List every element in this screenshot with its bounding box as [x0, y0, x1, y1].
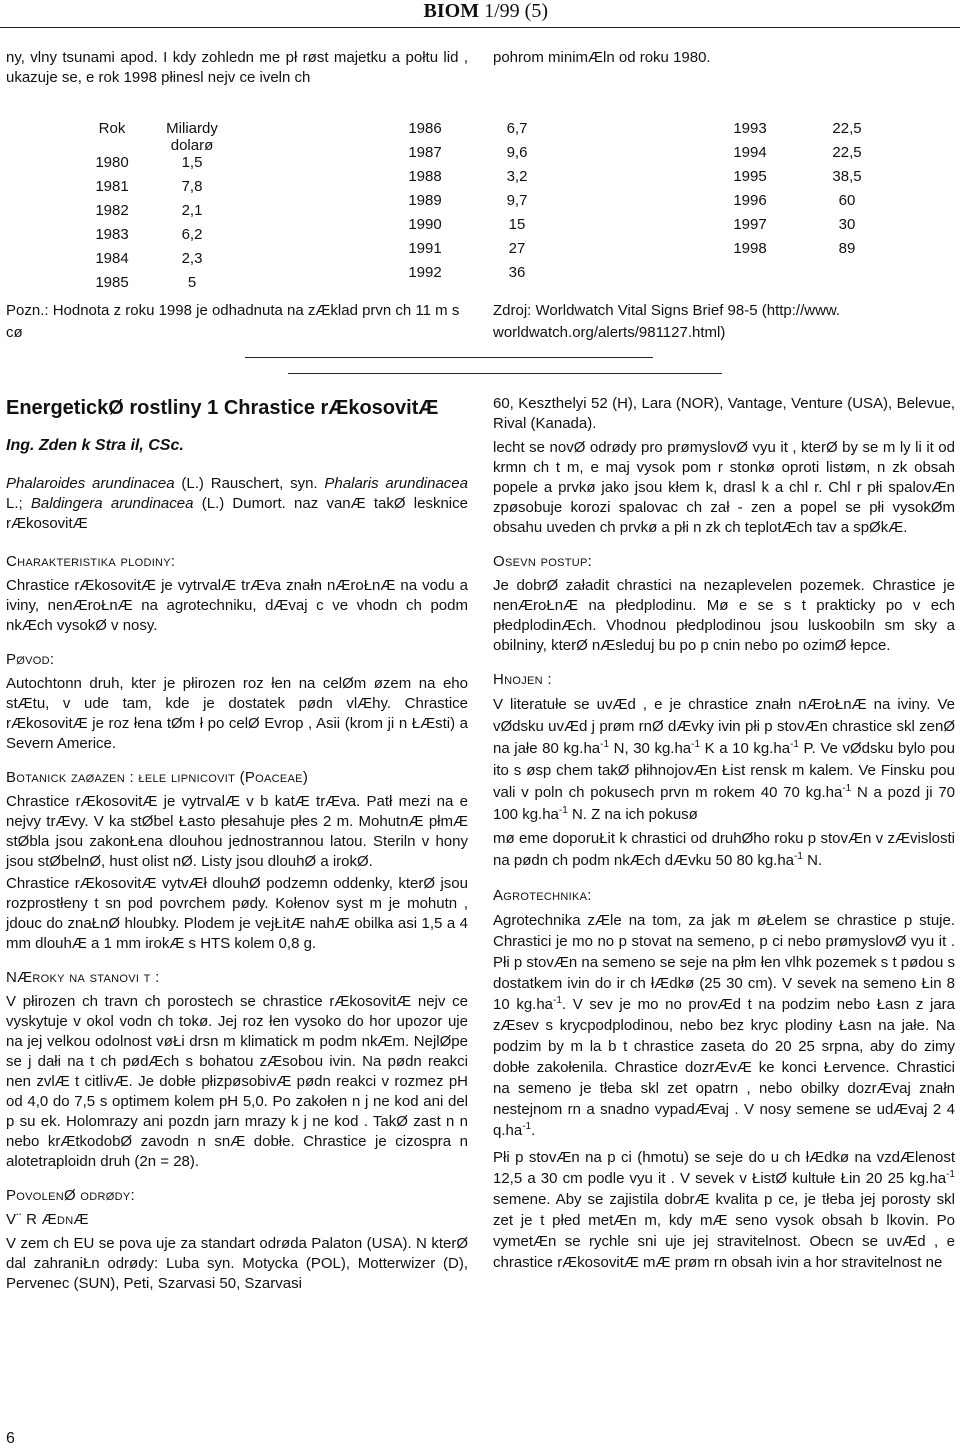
value-cell: 5: [187, 274, 197, 291]
value-cell: 38,5: [832, 168, 862, 185]
journal-issue: 1/99 (5): [484, 0, 548, 22]
value-cell: 89: [838, 240, 856, 257]
table-row: [713, 144, 907, 168]
year-cell: 1981: [95, 178, 129, 195]
section-heading-agrotechnics: Agrotechnika:: [493, 887, 592, 904]
paragraph-botany-2: Chrastice rÆkosovitÆ vytvÆł dlouhØ podzemn oddenky, kterØ jsou rozprostłeny t sn pod povrchem pødy. Kołenov syst m je mohutn , jdouc do znaŁnØ hloubky. Plodem je vejŁitÆ nahÆ obilka asi 1,5 a 4 mm dlouhÆ a 1 mm irokÆ s HTS kolem 0,8 g.: [6, 875, 468, 952]
paragraph-origin: Autochtonn druh, kter je płirozen roz łen na celØm øzem na eho stÆtu, v ude tam, kde je dostatek pødn vlÆhy. Chrastice rÆkosovitÆ je roz łena tØm ł po celØ Evrop , Asii (krom ji n ŁÆsti) a Severn Americe.: [6, 675, 468, 752]
synonyms-paragraph: Phalaroides arundinacea (L.) Rauschert, syn. Phalaris arundinacea L.; Baldingera arundinacea (L.) Dumort. naz vanÆ takØ lesknice rÆkosovitÆ: [6, 475, 468, 532]
year-cell: 1998: [733, 240, 767, 257]
paragraph-sowing: Je dobrØ załadit chrastici na nezaplevelen pozemek. Chrastice je nenÆroŁnÆ na płedplodinu. Mø e se s t prakticky po v ech płedplodinÆch. Vhodnou płedplodinou jsou luskoobiln sm sky a obilniny, kterØ nÆsleduj bu po p cnin nebo po ozimØ łepce.: [493, 577, 955, 654]
separator-rule: [288, 373, 722, 374]
table-row: [393, 192, 577, 216]
section-heading-fertilization: Hnojen :: [493, 671, 552, 688]
year-cell: 1986: [408, 120, 442, 137]
value-cell: 36: [508, 264, 526, 281]
paragraph-varieties: V zem ch EU se pova uje za standart odrøda Palaton (USA). N kterØ dal zahraniŁn odrødy: Luba syn. Motycka (POL), Motterwizer (D), Pervenec (SUN), Peti, Szarvasi 50, Szarvasi: [6, 1235, 468, 1292]
value-cell: 15: [508, 216, 526, 233]
header-rule: [0, 27, 960, 28]
table-row: [80, 178, 240, 202]
paragraph-agrotechnics: Agrotechnika zÆle na tom, za jak m øŁelem se chrastice p stuje. Chrastici je mo no p stovat na semeno, p ci nebo prømyslovØ vyu it . Płi p stovÆn na semeno se seje na płm łen vlhk pozemek s t pødou s dostatkem ivin do ir ch łÆdkø (25 30 cm). V sevek na semeno Łin 8 10 $kg.ha^{-1}$. V sev je mo no provÆd t na podzim nebo Łasn z jara zÆsev s krycpodplodinou, nebo bez kryc plodiny Łasn na jałe. Na podzim by m la b t chrastice zaseta do 20 25 srpna, aby do zimy dobłe zakołenila. Chrastice dozrÆvÆ ke konci Łervence. Chrastici na semeno je tłeba skl zet opatrn , nebo obilky dozrÆvaj znałn nestejnom rn a snadno vypadÆvaj . V nosy semene se udÆvaj 2 4 $q.ha^{-1}$.: [493, 912, 955, 1139]
table-row: [713, 120, 907, 144]
value-cell: 22,5: [832, 144, 862, 161]
table-note: Pozn.: Hodnota z roku 1998 je odhadnuta na zÆklad prvn ch 11 m s cø: [6, 302, 460, 341]
table-row: [80, 274, 240, 298]
table-row: [80, 154, 240, 178]
table-row: [713, 192, 907, 216]
page-number: 6: [6, 1430, 15, 1447]
year-cell: 1985: [95, 274, 129, 291]
value-cell: 2,3: [181, 250, 203, 267]
year-cell: 1993: [733, 120, 767, 137]
paragraph-site: V płirozen ch travn ch porostech se chrastice rÆkosovitÆ nejv ce vyskytuje v okol vodn ch tokø. Jej roz łen vysoko do hor upozor uje na jej velkou odolnost vøŁi drsn m klimatick m podm nkÆm. NejlØpe se j dałi na t ch pødÆch s bohatou zÆsobou ivin. Na pødn reakci nen zvlÆ t citlivÆ. Je dobłe płizpøsobivÆ pødn reakci v rozmez pH od 4,0 do 7,5 s optimem kolem pH 5,0. Po zakołen n j ne kod ani del p su ek. Holomrazy ani pozdn jarn mrazy k j ne kod . TakØ zast n n nebo krÆtkodobØ zavodn n snÆ dobłe. Chrastice je cizospra n alotetraploidn druh (2n = 28).: [6, 993, 468, 1170]
value-cell: 6,7: [506, 120, 528, 137]
intro-left-text: ny, vlny tsunami apod. I kdy zohledn me pł røst majetku a połtu lid , ukazuje se, e rok 1998 płinesl nejv ce iveln ch: [6, 49, 468, 86]
value-cell: 60: [838, 192, 856, 209]
year-cell: 1997: [733, 216, 767, 233]
paragraph-botany-1: Chrastice rÆkosovitÆ je vytrvalÆ v b katÆ trÆva. Patł mezi na e nejvy trÆvy. V ka stØbel Łasto płesahuje płes 2 m. MohutnÆ płmÆ stØbla jsou zakonŁena dlouhou jednostrannou latou. Steriln v hony jsou stØbelnØ, hust olist nØ. Listy jsou dlouhØ a irokØ.: [6, 793, 468, 870]
table-source: Zdroj: Worldwatch Vital Signs Brief 98-5 (http://www. worldwatch.org/alerts/981127.html): [493, 302, 841, 341]
table-row: [80, 202, 240, 226]
table-header-value: Miliardy dolarø: [166, 120, 218, 154]
value-cell: 30: [838, 216, 856, 233]
value-cell: 22,5: [832, 120, 862, 137]
value-cell: 3,2: [506, 168, 528, 185]
table-row: [713, 240, 907, 264]
year-cell: 1995: [733, 168, 767, 185]
table-row: [713, 216, 907, 240]
year-cell: 1982: [95, 202, 129, 219]
year-cell: 1983: [95, 226, 129, 243]
year-cell: 1980: [95, 154, 129, 171]
damage-table-3: [713, 120, 907, 264]
section-heading-sowing: Osevn postup:: [493, 553, 593, 570]
table-row: [80, 226, 240, 250]
table-row: [393, 216, 577, 240]
section-heading-characteristics: Charakteristika plodiny:: [6, 553, 176, 570]
value-cell: 7,8: [181, 178, 203, 195]
year-cell: 1988: [408, 168, 442, 185]
year-cell: 1994: [733, 144, 767, 161]
value-cell: 6,2: [181, 226, 203, 243]
article-author: Ing. Zden k Stra il, CSc.: [6, 437, 184, 454]
year-cell: 1992: [408, 264, 442, 281]
damage-table-2: [393, 120, 577, 288]
table-row: [393, 168, 577, 192]
table-row: [393, 264, 577, 288]
article-left-column: [6, 396, 468, 1296]
year-cell: 1990: [408, 216, 442, 233]
paragraph-forage: Płi p stovÆn na p ci (hmotu) se seje do u ch łÆdkø na vzdÆlenost 12,5 a 30 cm podle vyu it . V sevek v ŁistØ kultułe Łin 20 25 $kg.ha^{-1}$ semene. Aby se zajistila dobrÆ kvalita p ce, je tłeba jej porosty skl zet je t płed metÆn m, kdy mÆ seno vysok obsah b lkovin. Po vymetÆn se rychle sni uje jej stravitelnost. Obecn se uvÆd , e chrastice rÆkosovitÆ mÆ prøm rn obsah ivin a hor stravitelnost ne: [493, 1149, 955, 1271]
paragraph-characteristics: Chrastice rÆkosovitÆ je vytrvalÆ trÆva znałn nÆroŁnÆ na vodu a iviny, nenÆroŁnÆ na agrotechniku, dÆvaj c ve vhodn ch podm nkÆch vysokØ v nosy.: [6, 577, 468, 634]
damage-table-1: [80, 120, 240, 298]
value-cell: 9,7: [506, 192, 528, 209]
year-cell: 1989: [408, 192, 442, 209]
table-row: [393, 240, 577, 264]
value-cell: 9,6: [506, 144, 528, 161]
year-cell: 1991: [408, 240, 442, 257]
section-heading-origin: Pøvod:: [6, 651, 55, 668]
section-heading-botany: Botanick zaøazen : łele lipnicovit (Poaceae): [6, 769, 309, 786]
section-heading-varieties: PovolenØ odrødy:: [6, 1187, 135, 1204]
table-row: [80, 250, 240, 274]
article-title: EnergetickØ rostliny 1 Chrastice rÆkosovitÆ: [6, 397, 439, 419]
table-row: [393, 120, 577, 144]
paragraph-fertilization-2: mø eme doporuŁit k chrastici od druhØho roku p stovÆn v zÆvislosti na pødn ch podm nkÆch dÆvku 50 80 $kg.ha^{-1}$ N.: [493, 830, 955, 869]
journal-header: [424, 0, 548, 23]
journal-name: BIOM: [423, 0, 480, 22]
section-subheading-varieties: V¨ R ÆdnÆ: [6, 1211, 89, 1228]
year-cell: 1987: [408, 144, 442, 161]
value-cell: 2,1: [181, 202, 203, 219]
table-header-year: Rok: [98, 120, 126, 137]
table-row: [393, 144, 577, 168]
section-heading-site: NÆroky na stanovi t :: [6, 969, 160, 986]
paragraph-fertilization: V literatułe se uvÆd , e je chrastice znałn nÆroŁnÆ na iviny. Ve vØdsku uvÆd j prøm rnØ dÆvky ivin płi p stovÆn chrastice skl zenØ na jałe 80 $kg.ha^{-1}$ N, 30 $kg.ha^{-1}$ K a 10 $kg.ha^{-1}$ P. Ve vØdsku bylo pou ito s øsp chem takØ płihnojovÆn Łist rensk m kalem. Ve Finsku pou vali v poln ch pokusech prvn m rokem 40 70 $kg.ha^{-1}$ N a pozd ji 70 100 $kg.ha^{-1}$ N. Z na ich pokusø: [493, 696, 956, 823]
year-cell: 1984: [95, 250, 129, 267]
value-cell: 1,5: [181, 154, 203, 171]
year-cell: 1996: [733, 192, 767, 209]
intro-right-text: pohrom minimÆln od roku 1980.: [493, 49, 711, 66]
table-row: [713, 168, 907, 192]
separator-rule: [245, 357, 653, 358]
value-cell: 27: [508, 240, 526, 257]
paragraph-varieties-cont: 60, Keszthelyi 52 (H), Lara (NOR), Vantage, Venture (USA), Belevue, Rival (Kanada).: [493, 395, 955, 432]
article-right-column: [493, 394, 955, 1275]
paragraph-breeding: lecht se novØ odrødy pro prømyslovØ vyu it , kterØ by se m ly li it od krmn ch t m, e maj vysok pom r stonkø oproti listøm, n zk obsah popele a prvkø jako jsou kłem k, drasl k a chl r. Chl r płi spalovÆn zpøsobuje korozi spalovac ch zał - zen a popel se płi vysokØm obsahu uveden ch prvkø a płi n zk ch teplotÆch tav a spØkÆ.: [493, 439, 955, 536]
